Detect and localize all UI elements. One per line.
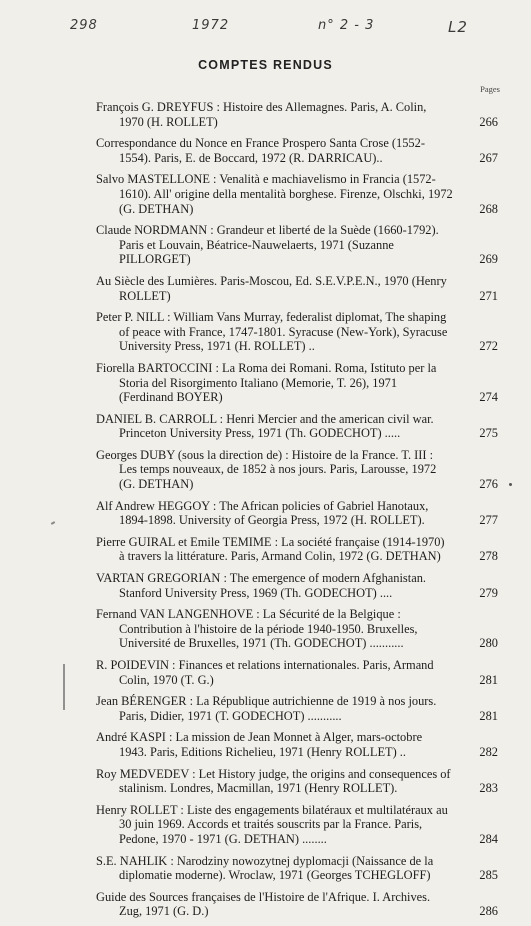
- entry-text: Henry ROLLET : Liste des engagements bilatéraux et multilatéraux au 30 juin 1969. Accords et traités souscrits par la France. Paris, Pedone, 1970 - 1971 (G. DETHAN) ........: [96, 802, 448, 846]
- toc-entry: [96, 658, 498, 687]
- entry-text: Peter P. NILL : William Vans Murray, federalist diplomat, The shaping of peace with France, 1747-1801. Syracuse (New-York), Syracuse University Press, 1971 (H. ROLLET) ..: [96, 310, 448, 354]
- entry-text: André KASPI : La mission de Jean Monnet à Alger, mars-octobre 1943. Paris, Editions Richelieu, 1971 (Henry ROLLET) ..: [96, 730, 423, 759]
- pages-column-label: Pages: [480, 84, 500, 94]
- entry-page-number: 283: [479, 781, 498, 796]
- entry-page-number: 286: [479, 904, 498, 919]
- entry-page-number: 277: [479, 513, 498, 528]
- entry-text: R. POIDEVIN : Finances et relations internationales. Paris, Armand Colin, 1970 (T. G.): [96, 658, 434, 687]
- entry-text: Correspondance du Nonce en France Prospero Santa Crose (1552-1554). Paris, E. de Boccard, 1972 (R. DARRICAU)..: [96, 136, 425, 165]
- entry-text: François G. DREYFUS : Histoire des Allemagnes. Paris, A. Colin, 1970 (H. ROLLET): [96, 100, 427, 129]
- toc-entry: [96, 100, 498, 129]
- toc-entry: [96, 767, 498, 796]
- entry-page-number: 279: [479, 585, 498, 600]
- entry-text: Salvo MASTELLONE : Venalità e machiavelismo in Francia (1572-1610). All' origine della mentalità borghese. Firenze, Olschki, 1972 (G. DETHAN): [96, 172, 453, 216]
- page-title: COMPTES RENDUS: [198, 58, 333, 72]
- entry-page-number: 274: [479, 390, 498, 405]
- entry-text: Alf Andrew HEGGOY : The African policies of Gabriel Hanotaux, 1894-1898. University of Georgia Press, 1972 (H. ROLLET).: [96, 498, 429, 528]
- entry-page-number: 278: [479, 549, 498, 564]
- toc-entry: [96, 890, 498, 919]
- toc-entry: [96, 694, 498, 723]
- entry-text: Claude NORDMANN : Grandeur et liberté de la Suède (1660-1792). Paris et Louvain, Béatrice-Nauwelaerts, 1971 (Suzanne PILLORGET): [96, 223, 439, 267]
- entry-page-number: 285: [479, 868, 498, 883]
- handwritten-note-number: 298: [70, 18, 98, 33]
- entry-page-number: 281: [479, 708, 498, 723]
- margin-pen-mark: [63, 664, 65, 710]
- entry-page-number: 284: [479, 831, 498, 846]
- entry-text: Georges DUBY (sous la direction de) : Histoire de la France. T. III : Les temps nouveaux, de 1852 à nos jours. Paris, Larousse, 1972 (G. DETHAN): [96, 447, 437, 492]
- entry-text: Jean BÉRENGER : La République autrichienne de 1919 à nos jours. Paris, Didier, 1971 (T. GODECHOT) ...........: [96, 694, 437, 723]
- entry-text: S.E. NAHLIK : Narodziny nowozytnej dyplomacji (Naissance de la diplomatie moderne). Wroclaw, 1971 (Georges TCHEGLOFF): [96, 853, 434, 883]
- toc-entry: [96, 172, 498, 216]
- toc-entry: [96, 310, 498, 354]
- entry-page-number: 271: [479, 288, 498, 303]
- entry-text: Roy MEDVEDEV : Let History judge, the origins and consequences of stalinism. Londres, Macmillan, 1971 (Henry ROLLET).: [96, 766, 451, 796]
- handwritten-note-year: 1972: [192, 18, 230, 33]
- toc-entry: [96, 274, 498, 303]
- entry-text: VARTAN GREGORIAN : The emergence of modern Afghanistan. Stanford University Press, 1969 (Th. GODECHOT) ....: [96, 571, 426, 600]
- entry-text: DANIEL B. CARROLL : Henri Mercier and the american civil war. Princeton University Press, 1971 (Th. GODECHOT) .....: [96, 411, 434, 441]
- entry-page-number: 268: [479, 201, 498, 216]
- toc-entry: [96, 571, 498, 600]
- entry-page-number: 280: [479, 636, 498, 651]
- entry-page-number: 276: [479, 477, 498, 492]
- toc-entry: [96, 448, 498, 492]
- entry-page-number: 281: [479, 672, 498, 687]
- entry-page-number: 266: [479, 114, 498, 129]
- entry-page-number: 269: [479, 252, 498, 267]
- entry-text: Fernand VAN LANGENHOVE : La Sécurité de la Belgique : Contribution à l'histoire de la période 1940-1950. Bruxelles, Université de Bruxelles, 1971 (Th. GODECHOT) ...........: [96, 607, 418, 651]
- toc-list: [96, 100, 498, 926]
- entry-text: Pierre GUIRAL et Emile TEMIME : La société française (1914-1970) à travers la littérature. Paris, Armand Colin, 1972 (G. DETHAN): [96, 534, 445, 564]
- margin-tick-mark: [51, 521, 55, 525]
- toc-entry: [96, 223, 498, 267]
- entry-text: Guide des Sources françaises de l'Histoire de l'Afrique. I. Archives. Zug, 1971 (G. D.): [96, 889, 431, 919]
- toc-entry: [96, 136, 498, 165]
- entry-text: Au Siècle des Lumières. Paris-Moscou, Ed. S.E.V.P.E.N., 1970 (Henry ROLLET): [96, 273, 447, 303]
- entry-text: Fiorella BARTOCCINI : La Roma dei Romani. Roma, Istituto per la Storia del Risorgimento Italiano (Memorie, T. 26), 1971 (Ferdinand BOYER): [96, 360, 437, 405]
- toc-entry: [96, 361, 498, 405]
- toc-entry: [96, 854, 498, 883]
- toc-entry: [96, 499, 498, 528]
- toc-entry: [96, 607, 498, 651]
- margin-dot-mark: [509, 483, 512, 486]
- entry-page-number: 275: [479, 426, 498, 441]
- toc-entry: [96, 730, 498, 759]
- entry-page-number: 282: [479, 744, 498, 759]
- toc-entry: [96, 535, 498, 564]
- toc-entry: [96, 412, 498, 441]
- handwritten-note-code: L2: [448, 18, 468, 36]
- entry-page-number: 272: [479, 339, 498, 354]
- entry-page-number: 267: [479, 150, 498, 165]
- toc-entry: [96, 803, 498, 847]
- handwritten-note-issue: n° 2 - 3: [318, 18, 375, 33]
